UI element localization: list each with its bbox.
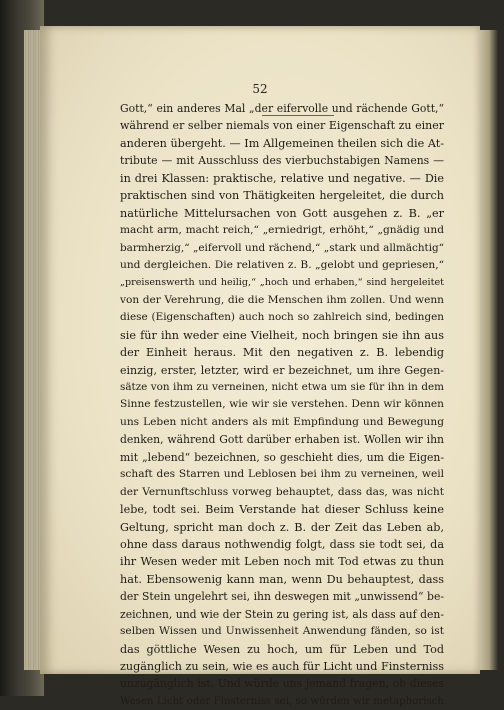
text-line: zeichnen, und wie der Stein zu gering ist, als dass auf den- [120, 607, 444, 621]
text-line: der Vernunftschluss vorweg behauptet, dass das, was nicht [120, 485, 444, 498]
text-line: und dergleichen. Die relativen z. B. „gelobt und gepriesen,“ [120, 258, 444, 271]
text-line: mit „lebend“ bezeichnen, so geschieht dies, um die Eigen- [120, 450, 444, 464]
text-line: ihr Wesen weder mit Leben noch mit Tod etwas zu thun [120, 555, 444, 569]
text-line: unzugänglich ist. Und würde uns jemand fragen, ob dieses [120, 677, 444, 691]
text-line: der Einheit heraus. Mit den negativen z. B. lebendig [120, 346, 444, 360]
text-line: anderen übergeht. — Im Allgemeinen theilen sich die At- [120, 136, 444, 150]
text-line: sie für ihn weder eine Vielheit, noch bringen sie ihn aus [120, 328, 444, 342]
text-line: der Stein ungelehrt sei, ihn deswegen mit „unwissend“ be- [120, 590, 444, 604]
text-line: Gott,“ ein anderes Mal „der eifervolle und rächende Gott,“ [120, 102, 444, 115]
text-line: uns Leben nicht anders als mit Empfindung und Bewegung [120, 415, 444, 428]
text-line: in drei Klassen: praktische, relative und negative. — Die [120, 171, 444, 185]
text-line: Wesen Licht oder Finsterniss sei, so würden wir metaphorisch [120, 695, 444, 707]
text-line: von der Verehrung, die die Menschen ihm zollen. Und wenn [120, 293, 444, 306]
text-line: natürliche Mittelursachen von Gott ausgehen z. B. „er [120, 206, 444, 220]
text-line: macht arm, macht reich,“ „erniedrigt, erhöht,“ „gnädig und [120, 224, 444, 237]
text-line: sätze von ihm zu verneinen, nicht etwa um sie für ihn in dem [120, 381, 444, 393]
page-number: 52 [252, 82, 268, 96]
body-text [120, 100, 444, 710]
text-line: diese (Eigenschaften) auch noch so zahlreich sind, bedingen [120, 311, 444, 324]
text-line: das göttliche Wesen zu hoch, um für Leben und Tod [120, 642, 444, 656]
text-line: lebe, todt sei. Beim Verstande hat dieser Schluss keine [120, 503, 444, 517]
text-line: selben Wissen und Unwissenheit Anwendung fänden, so ist [120, 625, 444, 638]
text-line: zugänglich zu sein, wie es auch für Licht und Finsterniss [120, 660, 444, 673]
text-line: ohne dass daraus nothwendig folgt, dass sie todt sei, da [120, 537, 444, 551]
text-line: tribute — mit Ausschluss des vierbuchstabigen Namens — [120, 154, 444, 168]
page-edges-right [480, 30, 498, 670]
text-line: hat. Ebensowenig kann man, wenn Du behauptest, dass [120, 572, 444, 586]
text-line: einzig, erster, letzter, wird er bezeichnet, um ihre Gegen- [120, 363, 444, 377]
text-line: Geltung, spricht man doch z. B. der Zeit das Leben ab, [120, 520, 444, 534]
text-line: praktischen sind von Thätigkeiten hergeleitet, die durch [120, 189, 444, 203]
text-line: während er selber niemals von einer Eigenschaft zu einer [120, 119, 444, 133]
text-line: barmherzig,“ „eifervoll und rächend,“ „stark und allmächtig“ [120, 241, 444, 254]
text-line: Sinne festzustellen, wie wir sie verstehen. Denn wir können [120, 398, 444, 411]
text-line: schaft des Starren und Leblosen bei ihm zu verneinen, weil [120, 468, 444, 481]
text-line: „preisenswerth und heilig,“ „hoch und erhaben,“ sind hergeleitet [120, 277, 444, 289]
text-line: denken, während Gott darüber erhaben ist. Wollen wir ihn [120, 433, 444, 447]
